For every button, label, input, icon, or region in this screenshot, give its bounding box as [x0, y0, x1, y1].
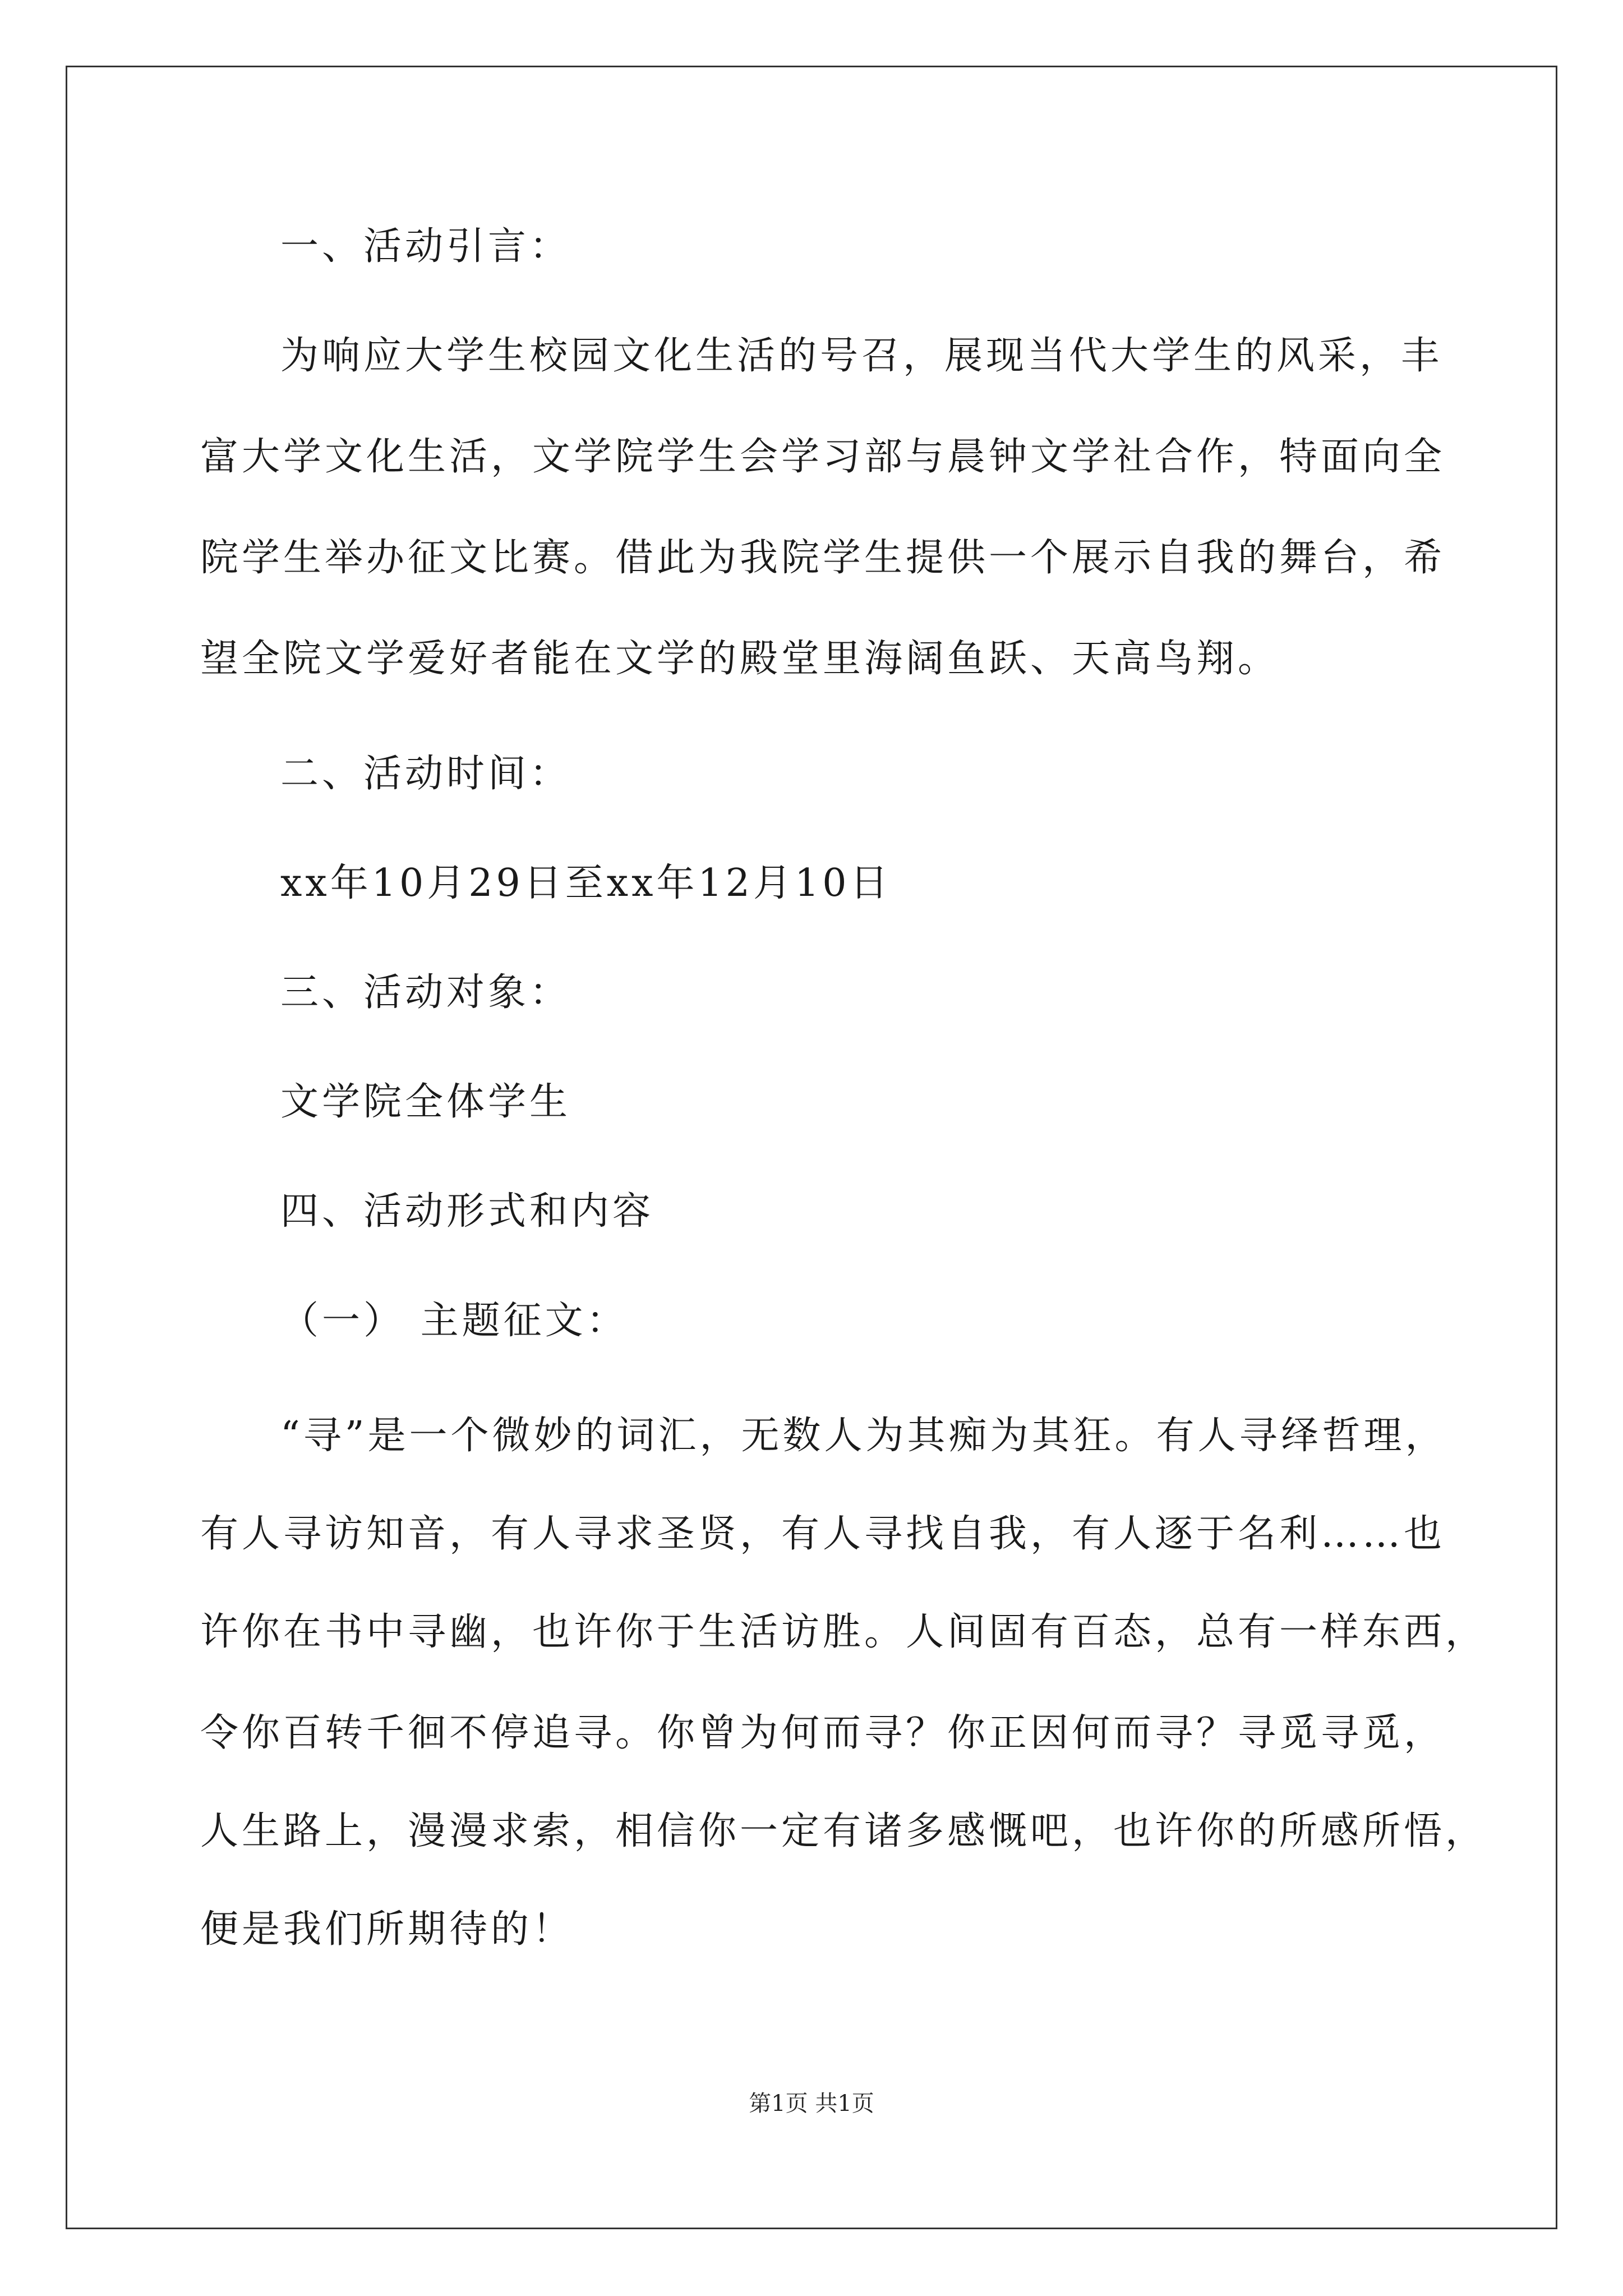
paragraph-line: 院学生举办征文比赛。借此为我院学生提供一个展示自我的舞台，希	[200, 536, 1446, 580]
paragraph-line: 文学院全体学生	[280, 1080, 571, 1124]
paragraph-line: 富大学文化生活，文学院学生会学习部与晨钟文学社合作，特面向全	[200, 435, 1446, 479]
section-heading-target: 三、活动对象：	[280, 970, 571, 1015]
paragraph-line: xx年10月29日至xx年12月10日	[280, 861, 892, 905]
paragraph-line: 许你在书中寻幽，也许你于生活访胜。人间固有百态，总有一样东西，	[200, 1610, 1487, 1654]
paragraph-line: 便是我们所期待的！	[200, 1907, 574, 1952]
page-footer: 第1页 共1页	[749, 2091, 874, 2116]
section-heading-time: 二、活动时间：	[280, 752, 571, 796]
paragraph-line: 望全院文学爱好者能在文学的殿堂里海阔鱼跃、天高鸟翔。	[200, 637, 1280, 681]
section-heading-format: 四、活动形式和内容	[280, 1189, 654, 1234]
section-heading-intro: 一、活动引言：	[280, 224, 571, 269]
paragraph-line: 令你百转千徊不停追寻。你曾为何而寻？你正因何而寻？寻觅寻觅，	[200, 1711, 1446, 1755]
paragraph-line: “寻”是一个微妙的词汇，无数人为其痴为其狂。有人寻绎哲理，	[280, 1414, 1447, 1458]
paragraph-line: 人生路上，漫漫求索，相信你一定有诸多感慨吧，也许你的所感所悟，	[200, 1809, 1487, 1853]
paragraph-line: 有人寻访知音，有人寻求圣贤，有人寻找自我，有人逐于名利……也	[200, 1512, 1446, 1556]
subsection-heading: （一） 主题征文：	[280, 1299, 628, 1343]
paragraph-line: 为响应大学生校园文化生活的号召，展现当代大学生的风采，丰	[280, 334, 1443, 378]
